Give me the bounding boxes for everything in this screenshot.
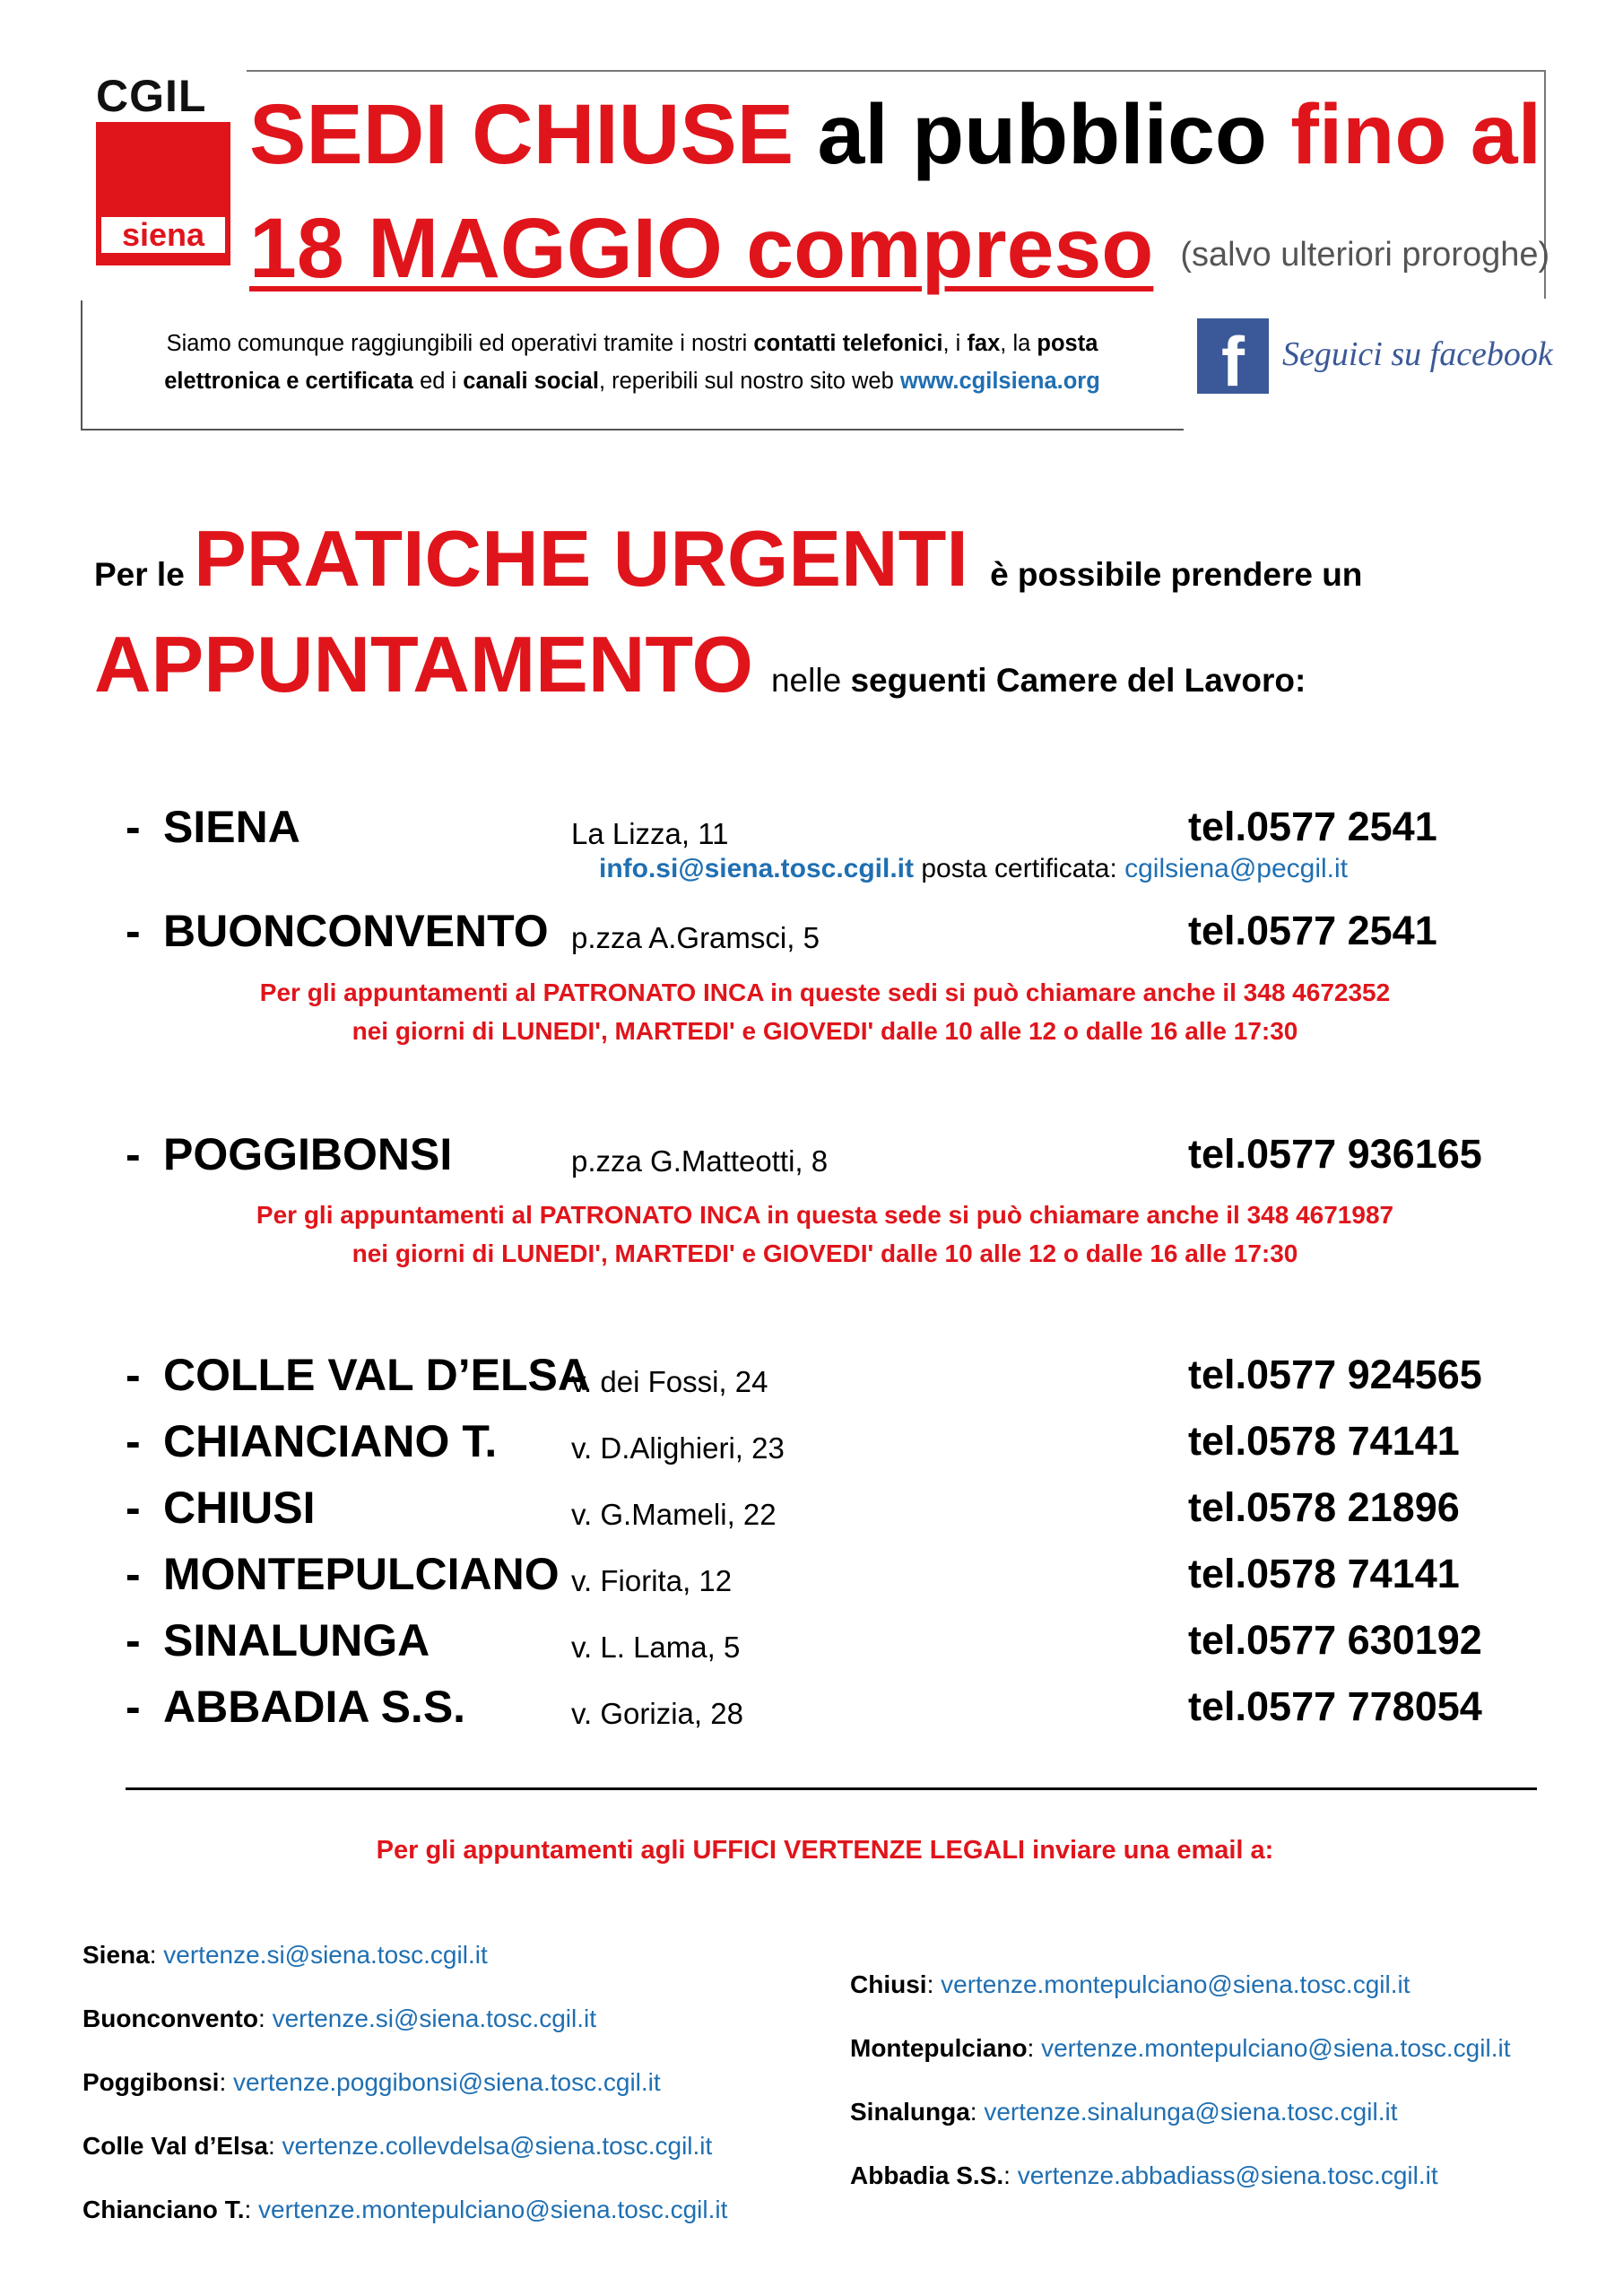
urgent-pratiche: PRATICHE URGENTI bbox=[194, 514, 968, 603]
office-name: SIENA bbox=[163, 802, 300, 852]
urgent-line-2 bbox=[94, 619, 1306, 710]
header-frame-top bbox=[247, 70, 1545, 72]
legal-contact-colle bbox=[82, 2132, 712, 2161]
office-row-abbadia bbox=[126, 1680, 1524, 1734]
office-name: BUONCONVENTO bbox=[163, 906, 549, 956]
legal-email-link[interactable]: vertenze.si@siena.tosc.cgil.it bbox=[272, 2005, 597, 2032]
list-dash: - bbox=[126, 1129, 141, 1179]
facebook-label: Seguici su facebook bbox=[1282, 335, 1553, 373]
info-text-part: , i bbox=[942, 331, 968, 356]
legal-label: Chianciano T. bbox=[82, 2196, 245, 2223]
office-phone[interactable]: tel.0577 936165 bbox=[1188, 1131, 1482, 1177]
legal-contact-abbadia bbox=[850, 2161, 1438, 2190]
office-phone[interactable]: tel.0577 2541 bbox=[1188, 908, 1437, 953]
info-bold-part: fax bbox=[967, 331, 1001, 356]
office-row-chianciano bbox=[126, 1414, 1524, 1468]
legal-sep: : bbox=[219, 2068, 233, 2096]
office-phone[interactable]: tel.0577 2541 bbox=[1188, 804, 1437, 849]
legal-label: Buonconvento bbox=[82, 2005, 258, 2032]
info-text-part: , reperibili sul nostro sito web bbox=[598, 369, 900, 394]
cgil-siena-logo bbox=[96, 71, 230, 265]
website-link[interactable]: www.cgilsiena.org bbox=[899, 369, 1100, 394]
office-address: v. L. Lama, 5 bbox=[571, 1631, 741, 1664]
legal-contact-sinalunga bbox=[850, 2098, 1397, 2126]
office-phone[interactable]: tel.0577 778054 bbox=[1188, 1683, 1482, 1729]
info-bold-part: canali social bbox=[463, 369, 599, 394]
office-address: v. Gorizia, 28 bbox=[571, 1697, 743, 1730]
urgent-line-1 bbox=[94, 513, 1362, 604]
legal-sep: : bbox=[926, 1970, 942, 1998]
inca-note-1 bbox=[126, 973, 1524, 1050]
logo-siena-text: siena bbox=[101, 217, 225, 253]
legal-label: Chiusi bbox=[850, 1970, 927, 1998]
headline-note: (salvo ulteriori proroghe) bbox=[1180, 235, 1550, 274]
inca-note-line: nei giorni di LUNEDI', MARTEDI' e GIOVEDI' dalle 10 alle 12 o dalle 16 alle 17:30 bbox=[352, 1017, 1298, 1045]
office-row-colle bbox=[126, 1348, 1524, 1402]
info-text-part: , la bbox=[1000, 331, 1037, 356]
office-name: CHIANCIANO T. bbox=[163, 1416, 498, 1466]
office-name: CHIUSI bbox=[163, 1483, 316, 1533]
legal-sep: : bbox=[244, 2196, 259, 2223]
list-dash: - bbox=[126, 1416, 141, 1466]
office-address: v. Fiorita, 12 bbox=[571, 1564, 733, 1597]
list-dash: - bbox=[126, 1483, 141, 1533]
legal-label: Siena bbox=[82, 1941, 150, 1969]
info-text-part: Siamo comunque raggiungibili ed operativi tramite i nostri bbox=[166, 331, 754, 356]
legal-contact-siena bbox=[82, 1941, 488, 1970]
office-name: ABBADIA S.S. bbox=[163, 1682, 466, 1732]
office-row-sinalunga bbox=[126, 1613, 1524, 1667]
office-row-buonconvento bbox=[126, 904, 1524, 958]
legal-label: Sinalunga bbox=[850, 2098, 970, 2126]
pec-label: posta certificata: bbox=[914, 854, 1125, 883]
legal-email-link[interactable]: vertenze.montepulciano@siena.tosc.cgil.it bbox=[941, 1970, 1410, 1998]
office-phone[interactable]: tel.0578 21896 bbox=[1188, 1484, 1460, 1530]
legal-email-link[interactable]: vertenze.poggibonsi@siena.tosc.cgil.it bbox=[233, 2068, 661, 2096]
office-name: MONTEPULCIANO bbox=[163, 1549, 560, 1599]
list-dash: - bbox=[126, 1682, 141, 1732]
headline-line-2 bbox=[249, 199, 1549, 304]
legal-email-link[interactable]: vertenze.si@siena.tosc.cgil.it bbox=[163, 1941, 488, 1969]
urgent-post2a: nelle bbox=[770, 662, 851, 699]
inca-note-line: Per gli appuntamenti al PATRONATO INCA in questa sede si può chiamare anche il 348 4671987 bbox=[256, 1201, 1394, 1229]
inca-note-line: Per gli appuntamenti al PATRONATO INCA in queste sedi si può chiamare anche il 348 4672352 bbox=[259, 978, 1391, 1006]
legal-contact-montepulciano bbox=[850, 2034, 1510, 2063]
logo-red-block bbox=[96, 122, 230, 265]
headline-line-1 bbox=[249, 85, 1541, 184]
legal-contact-chiusi bbox=[850, 1970, 1410, 1999]
headline-al-pubblico: al pubblico bbox=[794, 87, 1291, 182]
office-phone[interactable]: tel.0577 630192 bbox=[1188, 1617, 1482, 1663]
office-phone[interactable]: tel.0578 74141 bbox=[1188, 1418, 1460, 1464]
inca-note-2 bbox=[126, 1196, 1524, 1273]
siena-email-link[interactable]: info.si@siena.tosc.cgil.it bbox=[599, 854, 914, 883]
office-row-siena bbox=[126, 800, 1524, 854]
legal-contact-buonconvento bbox=[82, 2005, 596, 2033]
legal-email-link[interactable]: vertenze.sinalunga@siena.tosc.cgil.it bbox=[984, 2098, 1398, 2126]
office-phone[interactable]: tel.0578 74141 bbox=[1188, 1551, 1460, 1596]
office-address: v. dei Fossi, 24 bbox=[571, 1365, 768, 1398]
inca-note-line: nei giorni di LUNEDI', MARTEDI' e GIOVEDI' dalle 10 alle 12 o dalle 16 alle 17:30 bbox=[352, 1239, 1298, 1267]
legal-sep: : bbox=[258, 2005, 273, 2032]
headline-date: 18 MAGGIO compreso bbox=[249, 201, 1154, 296]
legal-sep: : bbox=[149, 1941, 164, 1969]
list-dash: - bbox=[126, 1549, 141, 1599]
legal-email-link[interactable]: vertenze.abbadiass@siena.tosc.cgil.it bbox=[1017, 2161, 1438, 2189]
siena-emails bbox=[599, 854, 1348, 884]
legal-sep: : bbox=[267, 2132, 282, 2160]
legal-email-link[interactable]: vertenze.montepulciano@siena.tosc.cgil.it bbox=[1041, 2034, 1511, 2062]
info-paragraph bbox=[99, 325, 1166, 400]
headline-fino-al: fino al bbox=[1290, 87, 1541, 182]
office-address: p.zza G.Matteotti, 8 bbox=[571, 1144, 829, 1178]
office-address: v. G.Mameli, 22 bbox=[571, 1498, 777, 1531]
headline-sedi-chiuse: SEDI CHIUSE bbox=[249, 87, 794, 182]
list-dash: - bbox=[126, 1350, 141, 1400]
office-address: La Lizza, 11 bbox=[571, 817, 729, 850]
office-phone[interactable]: tel.0577 924565 bbox=[1188, 1352, 1482, 1397]
office-name: POGGIBONSI bbox=[163, 1129, 453, 1179]
list-dash: - bbox=[126, 906, 141, 956]
logo-cgil-text: CGIL bbox=[96, 71, 207, 121]
facebook-icon: f bbox=[1197, 318, 1269, 394]
legal-email-link[interactable]: vertenze.montepulciano@siena.tosc.cgil.it bbox=[258, 2196, 728, 2223]
office-name: SINALUNGA bbox=[163, 1615, 430, 1665]
list-dash: - bbox=[126, 1615, 141, 1665]
office-row-poggibonsi bbox=[126, 1127, 1524, 1181]
facebook-follow-badge[interactable] bbox=[1197, 318, 1553, 401]
info-bold-part: elettronica e certificata bbox=[164, 369, 413, 394]
section-divider bbox=[126, 1787, 1537, 1790]
urgent-post: è possibile prendere un bbox=[980, 556, 1363, 593]
legal-section-title: Per gli appuntamenti agli UFFICI VERTENZE LEGALI inviare una email a: bbox=[376, 1836, 1274, 1865]
list-dash: - bbox=[126, 802, 141, 852]
legal-email-link[interactable]: vertenze.collevdelsa@siena.tosc.cgil.it bbox=[282, 2132, 713, 2160]
siena-pec-link[interactable]: cgilsiena@pecgil.it bbox=[1124, 854, 1349, 883]
office-row-chiusi bbox=[126, 1481, 1524, 1535]
legal-sep: : bbox=[969, 2098, 985, 2126]
legal-sep: : bbox=[1027, 2034, 1042, 2062]
info-frame-left bbox=[81, 300, 82, 430]
office-address: v. D.Alighieri, 23 bbox=[571, 1431, 785, 1465]
legal-contact-chianciano bbox=[82, 2196, 727, 2224]
legal-contact-poggibonsi bbox=[82, 2068, 661, 2097]
urgent-pre: Per le bbox=[94, 556, 195, 593]
legal-sep: : bbox=[1003, 2161, 1018, 2189]
info-bold-part: posta bbox=[1037, 331, 1098, 356]
info-bold-part: contatti telefonici bbox=[753, 331, 943, 356]
info-frame-bottom bbox=[81, 429, 1184, 430]
legal-label: Colle Val d’Elsa bbox=[82, 2132, 268, 2160]
urgent-post2b: seguenti Camere del Lavoro: bbox=[850, 662, 1306, 699]
legal-label: Poggibonsi bbox=[82, 2068, 220, 2096]
legal-label: Abbadia S.S. bbox=[850, 2161, 1004, 2189]
urgent-appuntamento: APPUNTAMENTO bbox=[94, 620, 753, 709]
office-address: p.zza A.Gramsci, 5 bbox=[571, 921, 820, 954]
legal-label: Montepulciano bbox=[850, 2034, 1028, 2062]
office-name: COLLE VAL D’ELSA bbox=[163, 1350, 590, 1400]
office-row-montepulciano bbox=[126, 1547, 1524, 1601]
info-text-part: ed i bbox=[412, 369, 464, 394]
